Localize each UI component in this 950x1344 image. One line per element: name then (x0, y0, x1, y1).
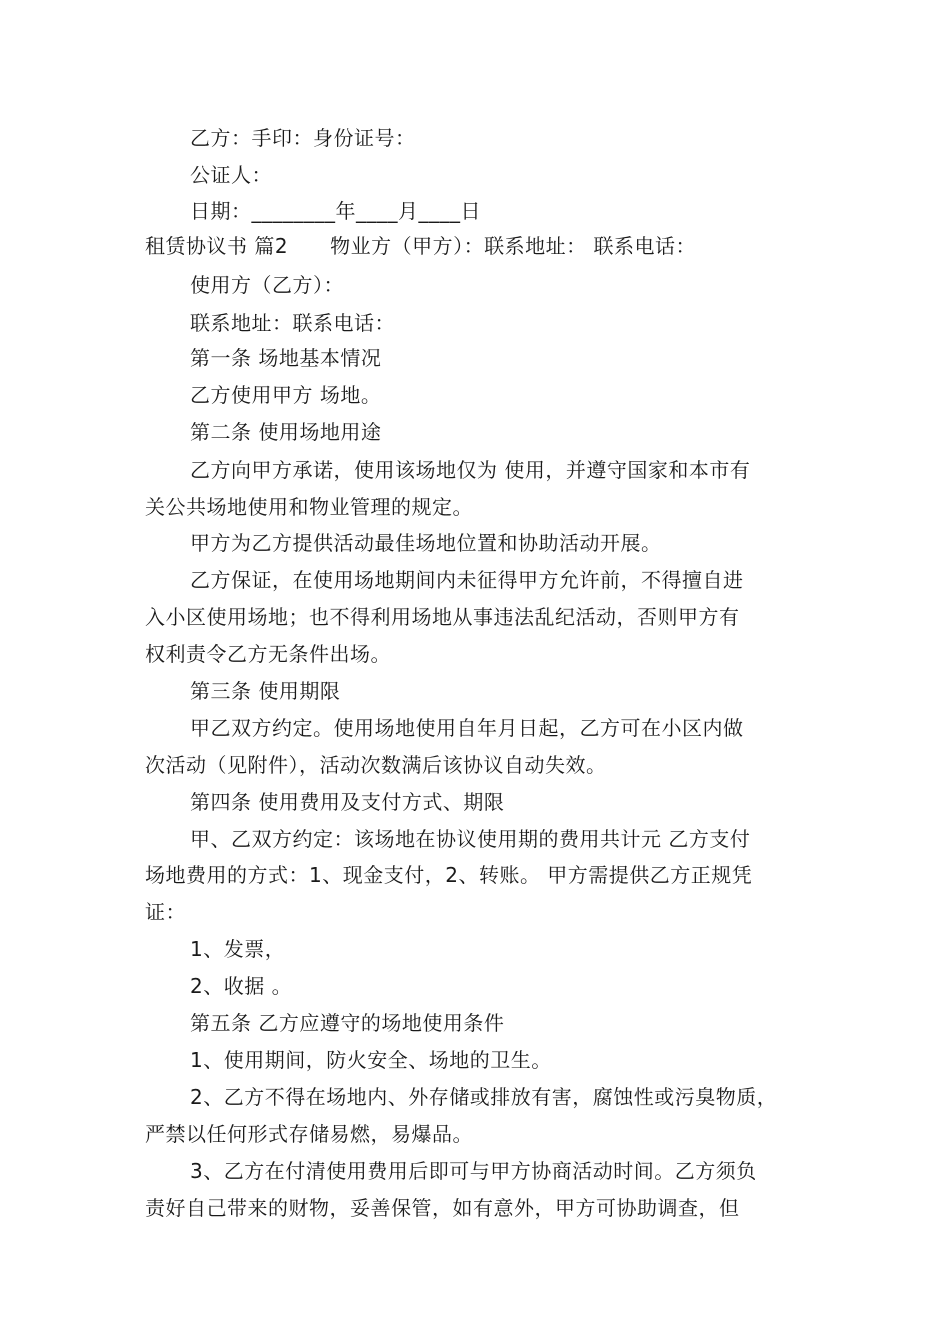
property-party-line: 物业方（甲方）：联系地址： 联系电话： (330, 234, 696, 258)
user-party-line: 使用方（乙方）： (190, 273, 344, 297)
paragraph-line: 甲乙双方约定。使用场地使用自年月日起，乙方可在小区内做 (190, 716, 744, 740)
paragraph-line: 责好自己带来的财物，妥善保管，如有意外，甲方可协助调查，但 (145, 1196, 740, 1220)
party-b-signature-line: 乙方：手印：身份证号： (190, 126, 416, 150)
date-line: 日期：________年____月____日 (190, 199, 481, 223)
list-item: 1、使用期间，防火安全、场地的卫生。 (190, 1048, 552, 1072)
paragraph-line: 乙方向甲方承诺，使用该场地仅为 使用，并遵守国家和本市有 (190, 458, 751, 482)
list-item: 1、发票， (190, 937, 286, 961)
paragraph-line: 甲方为乙方提供活动最佳场地位置和协助活动开展。 (190, 531, 662, 555)
paragraph-line: 次活动（见附件），活动次数满后该协议自动失效。 (145, 753, 607, 777)
contact-line: 联系地址：联系电话： (190, 311, 395, 335)
list-item: 2、乙方不得在场地内、外存储或排放有害，腐蚀性或污臭物质， (190, 1085, 778, 1109)
article-1-text: 乙方使用甲方 场地。 (190, 383, 382, 407)
article-2-heading: 第二条 使用场地用途 (190, 420, 382, 444)
paragraph-line: 入小区使用场地；也不得利用场地从事违法乱纪活动，否则甲方有 (145, 605, 740, 629)
paragraph-line: 场地费用的方式：1、现金支付，2、转账。 甲方需提供乙方正规凭 (145, 863, 753, 887)
paragraph-line: 权利责令乙方无条件出场。 (145, 642, 391, 666)
agreement-title: 租赁协议书 篇2 (145, 234, 289, 258)
article-5-heading: 第五条 乙方应遵守的场地使用条件 (190, 1011, 505, 1035)
paragraph-line: 乙方保证，在使用场地期间内未征得甲方允许前，不得擅自进 (190, 568, 744, 592)
article-4-heading: 第四条 使用费用及支付方式、期限 (190, 790, 505, 814)
list-item: 3、乙方在付清使用费用后即可与甲方协商活动时间。乙方须负 (190, 1159, 757, 1183)
list-item: 2、收据 。 (190, 974, 293, 998)
section-title-line (145, 233, 696, 259)
article-3-heading: 第三条 使用期限 (190, 679, 341, 703)
notary-line: 公证人： (190, 163, 272, 187)
paragraph-line: 关公共场地使用和物业管理的规定。 (145, 495, 473, 519)
paragraph-line: 证： (145, 900, 186, 924)
paragraph-line: 严禁以任何形式存储易燃，易爆品。 (145, 1122, 473, 1146)
paragraph-line: 甲、乙双方约定：该场地在协议使用期的费用共计元 乙方支付 (190, 827, 751, 851)
article-1-heading: 第一条 场地基本情况 (190, 346, 382, 370)
